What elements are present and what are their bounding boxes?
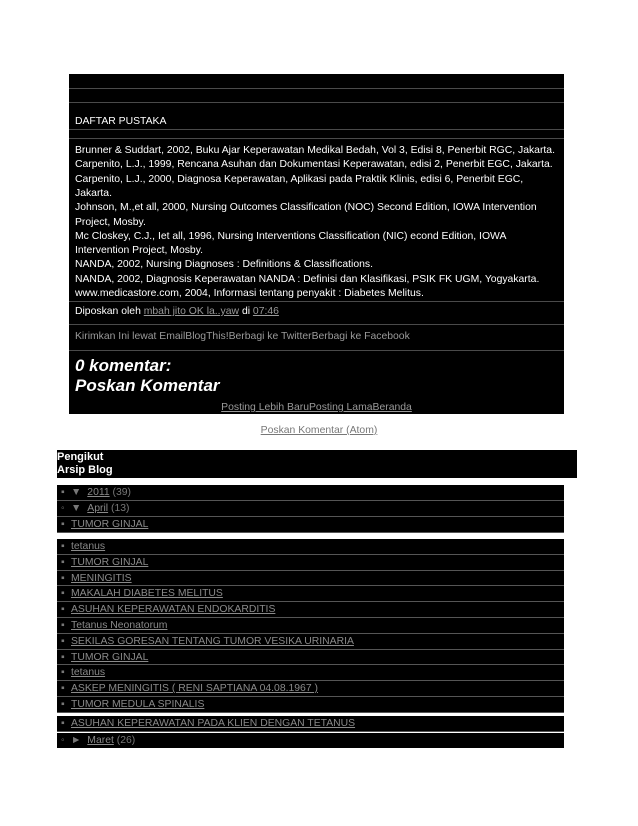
post-heading: DAFTAR PUSTAKA [75, 116, 167, 127]
post-count: (39) [112, 487, 132, 498]
divider [69, 324, 564, 325]
home-link[interactable]: Beranda [372, 402, 412, 413]
archive-post-link[interactable]: TUMOR MEDULA SPINALIS [71, 699, 205, 710]
archive-post [57, 618, 564, 633]
bullet-icon: ▪ [61, 699, 65, 710]
archive-post [57, 665, 564, 680]
archive-year-link[interactable]: 2011 [87, 487, 110, 498]
archive-post-link[interactable]: TUMOR GINJAL [71, 651, 149, 663]
bullet-icon: ▪ [61, 541, 65, 552]
archive-post-link[interactable]: TUMOR GINJAL [71, 556, 149, 568]
reference-line: Carpenito, L.J., 2000, Diagnosa Keperawatan, Aplikasi pada Praktik Klinis, edisi 6, Penerbit EGC, [75, 173, 524, 185]
post-count: (13) [110, 503, 130, 514]
expand-toggle-icon[interactable]: ► [71, 735, 82, 746]
archive-post-link[interactable]: SEKILAS GORESAN TENTANG TUMOR VESIKA URINARIA [71, 635, 354, 647]
archive-post-link[interactable]: tetanus [71, 541, 106, 552]
bullet-icon: ▪ [61, 651, 65, 663]
archive-month [57, 733, 564, 748]
bullet-icon: ▪ [61, 572, 65, 584]
divider [69, 88, 564, 89]
divider [69, 138, 564, 139]
share-links[interactable]: Kirimkan Ini lewat EmailBlogThis!Berbagi ke TwitterBerbagi ke Facebook [75, 331, 410, 342]
archive-post-link[interactable]: ASUHAN KEPERAWATAN PADA KLIEN DENGAN TETANUS [71, 718, 356, 729]
older-posts-link[interactable]: Posting Lama [308, 402, 373, 413]
bullet-icon: ▪ [61, 667, 65, 679]
comments-heading: 0 komentar: [75, 356, 172, 375]
archive-post-link[interactable]: ASKEP MENINGITIS ( RENI SAPTIANA 04.08.1967 ) [71, 683, 318, 695]
post-footer: Diposkan oleh mbah jito OK la..yaw di 07:46 [75, 306, 279, 317]
comments-atom-link[interactable]: Poskan Komentar (Atom) [260, 425, 378, 436]
reference-line: Carpenito, L.J., 1999, Rencana Asuhan dan Dokumentasi Keperawatan, edisi 2, Penerbit EGC, Jakarta. [75, 159, 553, 171]
divider [57, 532, 564, 533]
archive-post-link[interactable]: MENINGITIS [71, 572, 132, 584]
archive-post [57, 571, 564, 586]
archive-post [57, 681, 564, 696]
archive-post-link[interactable]: TUMOR GINJAL [71, 519, 149, 530]
archive-post [57, 602, 564, 617]
divider [57, 712, 564, 713]
archive-year [57, 485, 564, 500]
reference-line: www.medicastore.com, 2004, Informasi tentang penyakit : Diabetes Melitus. [75, 288, 424, 299]
bullet-icon: ◦ [61, 735, 65, 746]
reference-line: NANDA, 2002, Nursing Diagnoses : Definitions & Classifications. [75, 259, 373, 271]
reference-line: Johnson, M.,et all, 2000, Nursing Outcomes Classification (NOC) Second Edition, IOWA Intervention [75, 202, 537, 214]
followers-title: Pengikut [57, 450, 577, 465]
bullet-icon: ▪ [61, 683, 65, 695]
archive-title: Arsip Blog [57, 463, 577, 478]
reference-line: Jakarta. [75, 187, 112, 199]
archive-post-link[interactable]: tetanus [71, 667, 106, 679]
archive-post [57, 539, 564, 554]
archive-post [57, 697, 564, 712]
archive-month-link[interactable]: Maret [87, 735, 114, 746]
archive-month-link[interactable]: April [87, 503, 109, 514]
divider [69, 129, 564, 130]
bullet-icon: ▪ [61, 620, 65, 631]
post-count: (26) [116, 735, 136, 746]
bullet-icon: ▪ [61, 519, 65, 530]
archive-post [57, 555, 564, 570]
post-time-link[interactable]: 07:46 [252, 306, 279, 317]
archive-post-link[interactable]: ASUHAN KEPERAWATAN ENDOKARDITIS [71, 604, 276, 616]
reference-line: Project, Mosby. [75, 216, 146, 228]
archive-post [57, 650, 564, 665]
reference-line: Mc Closkey, C.J., Iet all, 1996, Nursing Interventions Classification (NIC) econd Edition, IOWA [75, 230, 507, 242]
archive-month [57, 501, 564, 516]
divider [69, 102, 564, 103]
blog-pager [69, 401, 564, 414]
reference-line: Brunner & Suddart, 2002, Buku Ajar Keperawatan Medikal Bedah, Vol 3, Edisi 8, Penerbit RGC, Jakarta. [75, 145, 555, 156]
atom-feed [0, 425, 638, 436]
archive-post-link[interactable]: Tetanus Neonatorum [71, 620, 168, 631]
archive-post [57, 716, 564, 731]
author-link[interactable]: mbah jito OK la..yaw [143, 306, 240, 317]
reference-line: NANDA, 2002, Diagnosis Keperawatan NANDA : Definisi dan Klasifikasi, PSIK FK UGM, Yogyakarta. [75, 273, 540, 285]
archive-post-link[interactable]: MAKALAH DIABETES MELITUS [71, 588, 223, 600]
archive-post [57, 634, 564, 649]
divider [69, 301, 564, 302]
bullet-icon: ▪ [61, 718, 65, 729]
post-body [69, 74, 564, 414]
archive-post [57, 586, 564, 601]
collapse-toggle-icon[interactable]: ▼ [71, 487, 82, 498]
bullet-icon: ▪ [61, 635, 65, 647]
bullet-icon: ▪ [61, 588, 65, 600]
divider [57, 731, 564, 732]
archive-post [57, 517, 564, 532]
divider [69, 350, 564, 351]
bullet-icon: ◦ [61, 503, 65, 514]
bullet-icon: ▪ [61, 487, 65, 498]
collapse-toggle-icon[interactable]: ▼ [71, 503, 82, 514]
bullet-icon: ▪ [61, 556, 65, 568]
bullet-icon: ▪ [61, 604, 65, 616]
newer-posts-link[interactable]: Posting Lebih Baru [221, 402, 309, 413]
reference-line: Intervention Project, Mosby. [75, 245, 204, 257]
post-comment-heading: Poskan Komentar [75, 376, 220, 395]
